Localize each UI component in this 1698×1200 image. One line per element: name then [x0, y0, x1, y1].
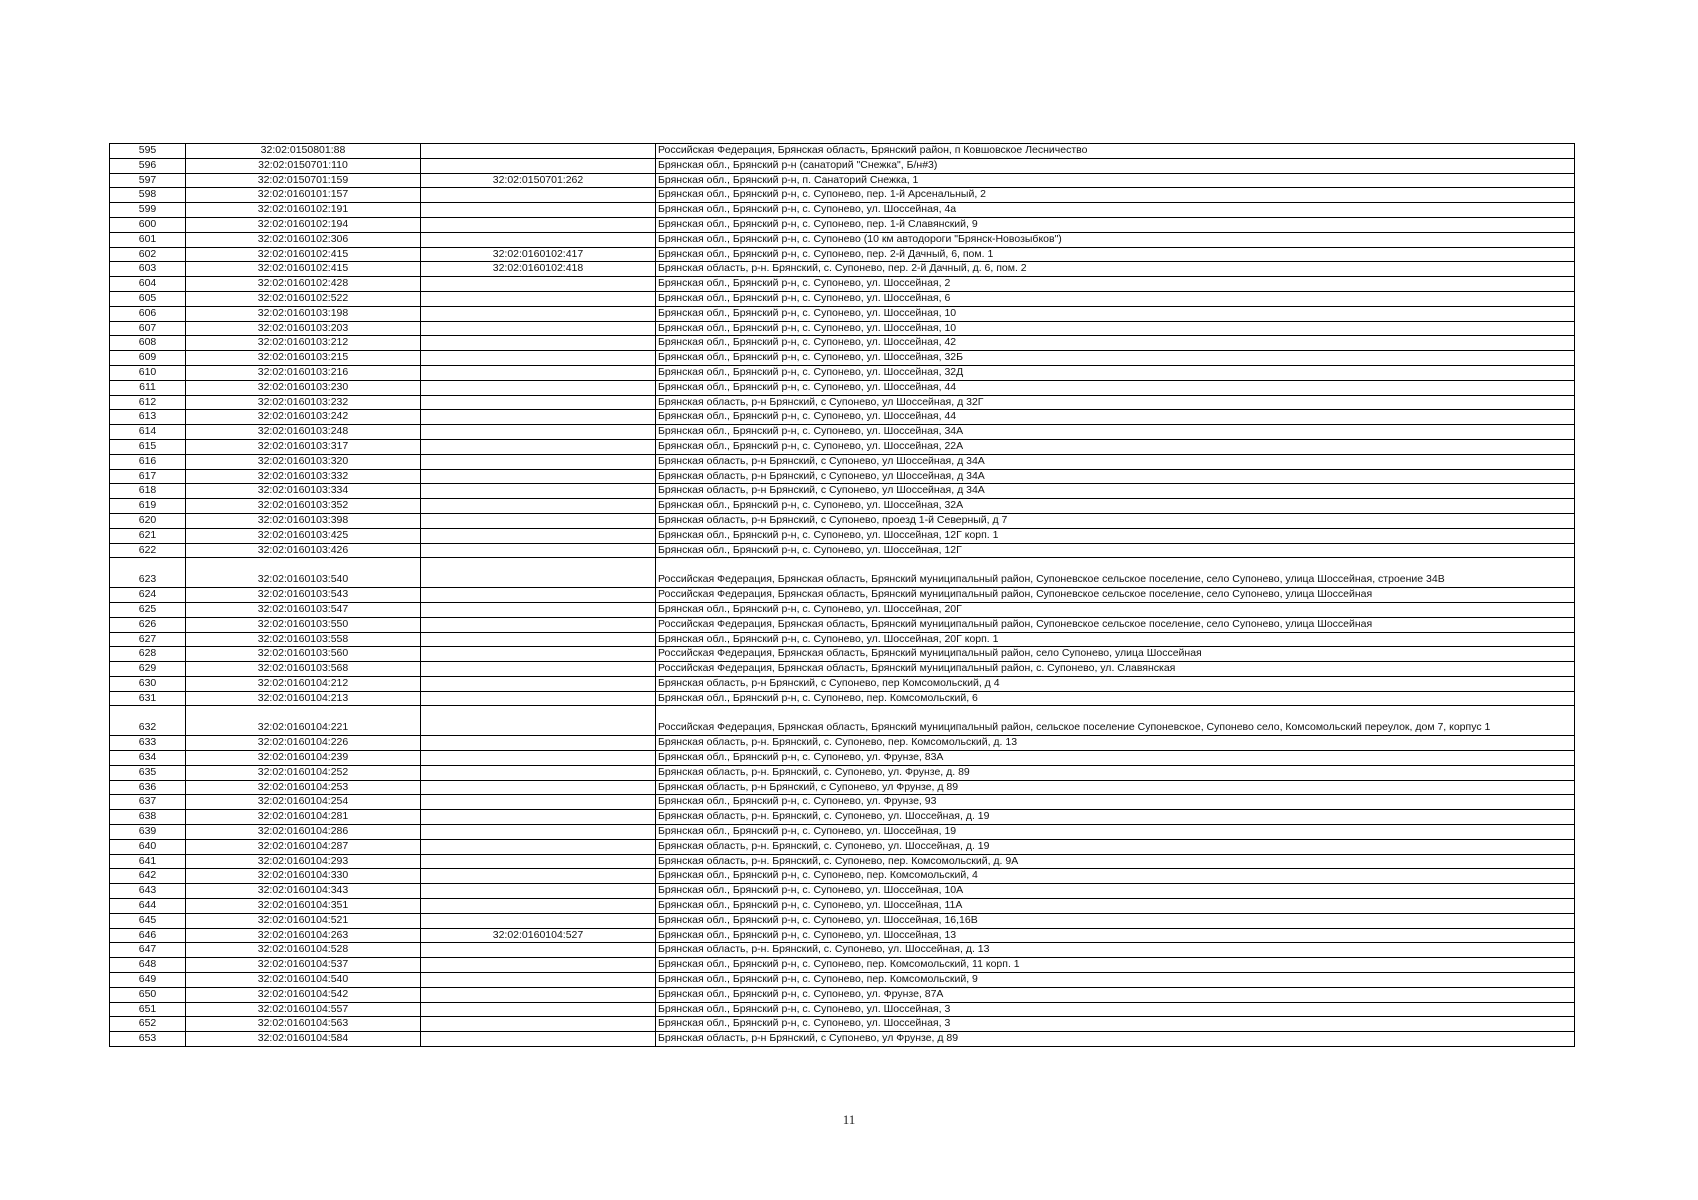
- address-cell: Брянская обл., Брянский р-н, с. Супонево, ул. Шоссейная, 2: [656, 277, 1575, 292]
- address-cell: Брянская обл., Брянский р-н, с. Супонево, ул. Шоссейная, 42: [656, 336, 1575, 351]
- linked-cadastral-number-cell: 32:02:0150701:262: [421, 173, 656, 188]
- linked-cadastral-number-cell: [421, 513, 656, 528]
- row-number-cell: 650: [110, 987, 186, 1002]
- row-number-cell: 604: [110, 277, 186, 292]
- table-row: [110, 736, 1575, 751]
- table-row: [110, 810, 1575, 825]
- cadastral-number-cell: 32:02:0160102:415: [186, 262, 421, 277]
- linked-cadastral-number-cell: [421, 410, 656, 425]
- linked-cadastral-number-cell: [421, 543, 656, 558]
- address-cell: Брянская обл., Брянский р-н, с. Супонево, ул. Шоссейная, 19: [656, 825, 1575, 840]
- cadastral-number-cell: 32:02:0160104:351: [186, 899, 421, 914]
- row-number-cell: 642: [110, 869, 186, 884]
- cadastral-number-cell: 32:02:0160102:522: [186, 291, 421, 306]
- cadastral-number-cell: 32:02:0160104:281: [186, 810, 421, 825]
- cadastral-number-cell: 32:02:0160103:560: [186, 647, 421, 662]
- cadastral-number-cell: 32:02:0160103:568: [186, 662, 421, 677]
- linked-cadastral-number-cell: [421, 839, 656, 854]
- address-cell: Брянская область, р-н. Брянский, с. Супонево, ул. Шоссейная, д. 13: [656, 943, 1575, 958]
- address-cell: Брянская область, р-н Брянский, с Супонево, пер Комсомольский, д 4: [656, 676, 1575, 691]
- row-number-cell: 624: [110, 588, 186, 603]
- address-cell: Российская Федерация, Брянская область, Брянский муниципальный район, сельское поселение Супоневское, Супонево село, Комсомольский переулок, дом 7, корпус 1: [656, 706, 1575, 736]
- cadastral-number-cell: 32:02:0160103:215: [186, 351, 421, 366]
- row-number-cell: 632: [110, 706, 186, 736]
- row-number-cell: 629: [110, 662, 186, 677]
- cadastral-number-cell: 32:02:0160104:557: [186, 1002, 421, 1017]
- linked-cadastral-number-cell: [421, 351, 656, 366]
- table-row: [110, 869, 1575, 884]
- linked-cadastral-number-cell: [421, 380, 656, 395]
- cadastral-number-cell: 32:02:0160102:415: [186, 247, 421, 262]
- row-number-cell: 652: [110, 1017, 186, 1032]
- linked-cadastral-number-cell: [421, 706, 656, 736]
- linked-cadastral-number-cell: [421, 365, 656, 380]
- row-number-cell: 606: [110, 306, 186, 321]
- cadastral-number-cell: 32:02:0160103:317: [186, 439, 421, 454]
- address-cell: Брянская обл., Брянский р-н, с. Супонево, ул. Шоссейная, 20Г корп. 1: [656, 632, 1575, 647]
- table-row: [110, 454, 1575, 469]
- linked-cadastral-number-cell: [421, 217, 656, 232]
- row-number-cell: 653: [110, 1032, 186, 1047]
- address-cell: Российская Федерация, Брянская область, Брянский муниципальный район, с. Супонево, ул. Славянская: [656, 662, 1575, 677]
- row-number-cell: 633: [110, 736, 186, 751]
- table-row: [110, 617, 1575, 632]
- address-cell: Брянская обл., Брянский р-н, с. Супонево, ул. Шоссейная, 34А: [656, 425, 1575, 440]
- table-row: [110, 1002, 1575, 1017]
- cadastral-number-cell: 32:02:0150801:88: [186, 144, 421, 159]
- address-cell: Брянская область, р-н Брянский, с Супонево, ул Шоссейная, д 34А: [656, 469, 1575, 484]
- cadastral-number-cell: 32:02:0160103:550: [186, 617, 421, 632]
- table-row: [110, 380, 1575, 395]
- table-row: [110, 662, 1575, 677]
- row-number-cell: 651: [110, 1002, 186, 1017]
- linked-cadastral-number-cell: [421, 751, 656, 766]
- linked-cadastral-number-cell: [421, 913, 656, 928]
- address-cell: Брянская область, р-н. Брянский, с. Супонево, ул. Шоссейная, д. 19: [656, 839, 1575, 854]
- linked-cadastral-number-cell: [421, 810, 656, 825]
- table-row: [110, 751, 1575, 766]
- linked-cadastral-number-cell: 32:02:0160104:527: [421, 928, 656, 943]
- linked-cadastral-number-cell: [421, 662, 656, 677]
- address-cell: Брянская обл., Брянский р-н, с. Супонево, ул. Шоссейная, 32Б: [656, 351, 1575, 366]
- table-row: [110, 973, 1575, 988]
- cadastral-number-cell: 32:02:0160103:540: [186, 558, 421, 588]
- cadastral-number-cell: 32:02:0160103:543: [186, 588, 421, 603]
- linked-cadastral-number-cell: [421, 943, 656, 958]
- linked-cadastral-number-cell: [421, 958, 656, 973]
- linked-cadastral-number-cell: [421, 884, 656, 899]
- row-number-cell: 596: [110, 158, 186, 173]
- row-number-cell: 634: [110, 751, 186, 766]
- linked-cadastral-number-cell: [421, 1032, 656, 1047]
- row-number-cell: 607: [110, 321, 186, 336]
- address-cell: Брянская обл., Брянский р-н, с. Супонево, ул. Шоссейная, 11А: [656, 899, 1575, 914]
- linked-cadastral-number-cell: [421, 144, 656, 159]
- linked-cadastral-number-cell: [421, 395, 656, 410]
- address-cell: Российская Федерация, Брянская область, Брянский муниципальный район, Супоневское сельское поселение, село Супонево, улица Шоссейная: [656, 588, 1575, 603]
- cadastral-number-cell: 32:02:0160104:293: [186, 854, 421, 869]
- cadastral-number-cell: 32:02:0160104:563: [186, 1017, 421, 1032]
- row-number-cell: 605: [110, 291, 186, 306]
- table-row: [110, 854, 1575, 869]
- address-cell: Брянская обл., Брянский р-н, с. Супонево, ул. Шоссейная, 6: [656, 291, 1575, 306]
- linked-cadastral-number-cell: [421, 647, 656, 662]
- table-row: [110, 158, 1575, 173]
- row-number-cell: 611: [110, 380, 186, 395]
- row-number-cell: 603: [110, 262, 186, 277]
- row-number-cell: 648: [110, 958, 186, 973]
- address-cell: Брянская область, р-н. Брянский, с. Супонево, ул. Шоссейная, д. 19: [656, 810, 1575, 825]
- linked-cadastral-number-cell: [421, 736, 656, 751]
- linked-cadastral-number-cell: 32:02:0160102:418: [421, 262, 656, 277]
- table-row: [110, 321, 1575, 336]
- address-cell: Брянская обл., Брянский р-н, с. Супонево, ул. Шоссейная, 4а: [656, 203, 1575, 218]
- row-number-cell: 637: [110, 795, 186, 810]
- cadastral-number-cell: 32:02:0160104:537: [186, 958, 421, 973]
- table-row: [110, 928, 1575, 943]
- address-cell: Брянская обл., Брянский р-н, с. Супонево, ул. Шоссейная, 10: [656, 306, 1575, 321]
- linked-cadastral-number-cell: [421, 825, 656, 840]
- address-cell: Брянская обл., Брянский р-н, с. Супонево, ул. Шоссейная, 10А: [656, 884, 1575, 899]
- address-cell: Брянская обл., Брянский р-н, с. Супонево, пер. Комсомольский, 11 корп. 1: [656, 958, 1575, 973]
- cadastral-number-cell: 32:02:0160103:232: [186, 395, 421, 410]
- row-number-cell: 598: [110, 188, 186, 203]
- table-row: [110, 543, 1575, 558]
- cadastral-number-cell: 32:02:0160103:230: [186, 380, 421, 395]
- address-cell: Брянская область, р-н. Брянский, с. Супонево, пер. Комсомольский, д. 13: [656, 736, 1575, 751]
- table-row: [110, 588, 1575, 603]
- table-row: [110, 1017, 1575, 1032]
- cadastral-number-cell: 32:02:0160104:287: [186, 839, 421, 854]
- linked-cadastral-number-cell: 32:02:0160102:417: [421, 247, 656, 262]
- row-number-cell: 614: [110, 425, 186, 440]
- row-number-cell: 643: [110, 884, 186, 899]
- row-number-cell: 595: [110, 144, 186, 159]
- table-row: [110, 513, 1575, 528]
- cadastral-number-cell: 32:02:0160103:334: [186, 484, 421, 499]
- row-number-cell: 631: [110, 691, 186, 706]
- address-cell: Российская Федерация, Брянская область, Брянский муниципальный район, село Супонево, улица Шоссейная: [656, 647, 1575, 662]
- cadastral-number-cell: 32:02:0160103:547: [186, 602, 421, 617]
- address-cell: Брянская обл., Брянский р-н, п. Санаторий Снежка, 1: [656, 173, 1575, 188]
- table-row: [110, 558, 1575, 588]
- row-number-cell: 635: [110, 765, 186, 780]
- table-row: [110, 795, 1575, 810]
- linked-cadastral-number-cell: [421, 306, 656, 321]
- table-row: [110, 291, 1575, 306]
- address-cell: Брянская обл., Брянский р-н, с. Супонево, ул. Шоссейная, 10: [656, 321, 1575, 336]
- cadastral-number-cell: 32:02:0160102:191: [186, 203, 421, 218]
- row-number-cell: 615: [110, 439, 186, 454]
- cadastral-number-cell: 32:02:0150701:159: [186, 173, 421, 188]
- cadastral-number-cell: 32:02:0160103:352: [186, 499, 421, 514]
- address-cell: Брянская обл., Брянский р-н, с. Супонево, ул. Фрунзе, 93: [656, 795, 1575, 810]
- table-row: [110, 173, 1575, 188]
- linked-cadastral-number-cell: [421, 469, 656, 484]
- table-row: [110, 351, 1575, 366]
- address-cell: Брянская обл., Брянский р-н, с. Супонево, ул. Фрунзе, 87А: [656, 987, 1575, 1002]
- address-cell: Брянская обл., Брянский р-н, с. Супонево, ул. Шоссейная, 3: [656, 1002, 1575, 1017]
- address-cell: Брянская обл., Брянский р-н, с. Супонево, пер. Комсомольский, 4: [656, 869, 1575, 884]
- linked-cadastral-number-cell: [421, 558, 656, 588]
- cadastral-number-cell: 32:02:0160104:343: [186, 884, 421, 899]
- table-row: [110, 647, 1575, 662]
- cadastral-number-cell: 32:02:0160101:157: [186, 188, 421, 203]
- table-row: [110, 899, 1575, 914]
- row-number-cell: 616: [110, 454, 186, 469]
- table-row: [110, 499, 1575, 514]
- table-row: [110, 469, 1575, 484]
- cadastral-number-cell: 32:02:0160104:540: [186, 973, 421, 988]
- table-row: [110, 144, 1575, 159]
- cadastral-number-cell: 32:02:0160104:221: [186, 706, 421, 736]
- linked-cadastral-number-cell: [421, 439, 656, 454]
- row-number-cell: 610: [110, 365, 186, 380]
- row-number-cell: 625: [110, 602, 186, 617]
- table-row: [110, 913, 1575, 928]
- cadastral-number-cell: 32:02:0160104:212: [186, 676, 421, 691]
- cadastral-number-cell: 32:02:0150701:110: [186, 158, 421, 173]
- cadastral-number-cell: 32:02:0160103:242: [186, 410, 421, 425]
- address-cell: Брянская область, р-н. Брянский, с. Супонево, ул. Фрунзе, д. 89: [656, 765, 1575, 780]
- table-row: [110, 203, 1575, 218]
- address-cell: Брянская область, р-н Брянский, с Супонево, ул Фрунзе, д 89: [656, 780, 1575, 795]
- address-cell: Брянская область, р-н Брянский, с Супонево, ул Шоссейная, д 34А: [656, 454, 1575, 469]
- table-row: [110, 336, 1575, 351]
- linked-cadastral-number-cell: [421, 454, 656, 469]
- cadastral-number-cell: 32:02:0160104:584: [186, 1032, 421, 1047]
- address-cell: Брянская область, р-н Брянский, с Супонево, проезд 1-й Северный, д 7: [656, 513, 1575, 528]
- linked-cadastral-number-cell: [421, 291, 656, 306]
- row-number-cell: 597: [110, 173, 186, 188]
- linked-cadastral-number-cell: [421, 425, 656, 440]
- address-cell: Российская Федерация, Брянская область, Брянский муниципальный район, Супоневское сельское поселение, село Супонево, улица Шоссейная: [656, 617, 1575, 632]
- cadastral-number-cell: 32:02:0160104:528: [186, 943, 421, 958]
- linked-cadastral-number-cell: [421, 765, 656, 780]
- address-cell: Брянская обл., Брянский р-н, с. Супонево, пер. Комсомольский, 9: [656, 973, 1575, 988]
- row-number-cell: 638: [110, 810, 186, 825]
- table-row: [110, 247, 1575, 262]
- table-row: [110, 410, 1575, 425]
- address-cell: Российская Федерация, Брянская область, Брянский район, п Ковшовское Лесничество: [656, 144, 1575, 159]
- cadastral-number-cell: 32:02:0160104:213: [186, 691, 421, 706]
- cadastral-number-cell: 32:02:0160104:286: [186, 825, 421, 840]
- row-number-cell: 636: [110, 780, 186, 795]
- table-row: [110, 395, 1575, 410]
- row-number-cell: 621: [110, 528, 186, 543]
- linked-cadastral-number-cell: [421, 188, 656, 203]
- address-cell: Брянская обл., Брянский р-н (санаторий "Снежка", Б/н#3): [656, 158, 1575, 173]
- cadastral-number-cell: 32:02:0160103:320: [186, 454, 421, 469]
- table-row: [110, 943, 1575, 958]
- cadastral-number-cell: 32:02:0160104:226: [186, 736, 421, 751]
- table-row: [110, 306, 1575, 321]
- row-number-cell: 599: [110, 203, 186, 218]
- linked-cadastral-number-cell: [421, 676, 656, 691]
- table-row: [110, 765, 1575, 780]
- row-number-cell: 602: [110, 247, 186, 262]
- table-row: [110, 987, 1575, 1002]
- cadastral-number-cell: 32:02:0160104:521: [186, 913, 421, 928]
- linked-cadastral-number-cell: [421, 987, 656, 1002]
- linked-cadastral-number-cell: [421, 321, 656, 336]
- linked-cadastral-number-cell: [421, 158, 656, 173]
- linked-cadastral-number-cell: [421, 602, 656, 617]
- registry-table-body: [110, 144, 1575, 1047]
- row-number-cell: 617: [110, 469, 186, 484]
- table-row: [110, 632, 1575, 647]
- address-cell: Брянская обл., Брянский р-н, с. Супонево, ул. Шоссейная, 44: [656, 380, 1575, 395]
- address-cell: Брянская обл., Брянский р-н, с. Супонево, пер. 1-й Славянский, 9: [656, 217, 1575, 232]
- address-cell: Брянская область, р-н Брянский, с Супонево, ул Шоссейная, д 32Г: [656, 395, 1575, 410]
- address-cell: Брянская обл., Брянский р-н, с. Супонево, ул. Шоссейная, 44: [656, 410, 1575, 425]
- address-cell: Брянская обл., Брянский р-н, с. Супонево, ул. Шоссейная, 13: [656, 928, 1575, 943]
- address-cell: Брянская обл., Брянский р-н, с. Супонево, ул. Шоссейная, 12Г корп. 1: [656, 528, 1575, 543]
- linked-cadastral-number-cell: [421, 899, 656, 914]
- row-number-cell: 640: [110, 839, 186, 854]
- row-number-cell: 641: [110, 854, 186, 869]
- linked-cadastral-number-cell: [421, 854, 656, 869]
- linked-cadastral-number-cell: [421, 617, 656, 632]
- address-cell: Брянская обл., Брянский р-н, с. Супонево, ул. Фрунзе, 83А: [656, 751, 1575, 766]
- row-number-cell: 622: [110, 543, 186, 558]
- cadastral-number-cell: 32:02:0160103:332: [186, 469, 421, 484]
- address-cell: Брянская обл., Брянский р-н, с. Супонево, ул. Шоссейная, 16,16В: [656, 913, 1575, 928]
- linked-cadastral-number-cell: [421, 973, 656, 988]
- row-number-cell: 618: [110, 484, 186, 499]
- table-row: [110, 602, 1575, 617]
- cadastral-number-cell: 32:02:0160103:558: [186, 632, 421, 647]
- linked-cadastral-number-cell: [421, 232, 656, 247]
- linked-cadastral-number-cell: [421, 1017, 656, 1032]
- row-number-cell: 644: [110, 899, 186, 914]
- linked-cadastral-number-cell: [421, 691, 656, 706]
- cadastral-number-cell: 32:02:0160103:216: [186, 365, 421, 380]
- cadastral-number-cell: 32:02:0160102:194: [186, 217, 421, 232]
- address-cell: Брянская обл., Брянский р-н, с. Супонево, пер. Комсомольский, 6: [656, 691, 1575, 706]
- table-row: [110, 1032, 1575, 1047]
- cadastral-number-cell: 32:02:0160104:253: [186, 780, 421, 795]
- row-number-cell: 628: [110, 647, 186, 662]
- cadastral-number-cell: 32:02:0160103:212: [186, 336, 421, 351]
- row-number-cell: 645: [110, 913, 186, 928]
- linked-cadastral-number-cell: [421, 528, 656, 543]
- row-number-cell: 612: [110, 395, 186, 410]
- row-number-cell: 627: [110, 632, 186, 647]
- table-row: [110, 425, 1575, 440]
- table-row: [110, 780, 1575, 795]
- table-row: [110, 217, 1575, 232]
- cadastral-number-cell: 32:02:0160103:425: [186, 528, 421, 543]
- table-row: [110, 188, 1575, 203]
- address-cell: Российская Федерация, Брянская область, Брянский муниципальный район, Супоневское сельское поселение, село Супонево, улица Шоссейная, строение 34В: [656, 558, 1575, 588]
- table-row: [110, 232, 1575, 247]
- cadastral-number-cell: 32:02:0160103:426: [186, 543, 421, 558]
- table-row: [110, 484, 1575, 499]
- table-row: [110, 365, 1575, 380]
- address-cell: Брянская обл., Брянский р-н, с. Супонево, ул. Шоссейная, 22А: [656, 439, 1575, 454]
- address-cell: Брянская обл., Брянский р-н, с. Супонево, ул. Шоссейная, 32Д: [656, 365, 1575, 380]
- row-number-cell: 601: [110, 232, 186, 247]
- linked-cadastral-number-cell: [421, 277, 656, 292]
- row-number-cell: 646: [110, 928, 186, 943]
- address-cell: Брянская обл., Брянский р-н, с. Супонево, пер. 2-й Дачный, 6, пом. 1: [656, 247, 1575, 262]
- address-cell: Брянская обл., Брянский р-н, с. Супонево, ул. Шоссейная, 20Г: [656, 602, 1575, 617]
- cadastral-number-cell: 32:02:0160104:263: [186, 928, 421, 943]
- cadastral-number-cell: 32:02:0160103:398: [186, 513, 421, 528]
- table-row: [110, 439, 1575, 454]
- cadastral-number-cell: 32:02:0160103:203: [186, 321, 421, 336]
- cadastral-number-cell: 32:02:0160103:248: [186, 425, 421, 440]
- row-number-cell: 647: [110, 943, 186, 958]
- table-row: [110, 691, 1575, 706]
- address-cell: Брянская область, р-н Брянский, с Супонево, ул Шоссейная, д 34А: [656, 484, 1575, 499]
- cadastral-number-cell: 32:02:0160102:306: [186, 232, 421, 247]
- cadastral-number-cell: 32:02:0160102:428: [186, 277, 421, 292]
- table-row: [110, 528, 1575, 543]
- linked-cadastral-number-cell: [421, 869, 656, 884]
- linked-cadastral-number-cell: [421, 1002, 656, 1017]
- cadastral-number-cell: 32:02:0160103:198: [186, 306, 421, 321]
- row-number-cell: 609: [110, 351, 186, 366]
- linked-cadastral-number-cell: [421, 780, 656, 795]
- linked-cadastral-number-cell: [421, 588, 656, 603]
- table-row: [110, 277, 1575, 292]
- table-row: [110, 676, 1575, 691]
- page-number: 11: [842, 1112, 856, 1127]
- address-cell: Брянская обл., Брянский р-н, с. Супонево, ул. Шоссейная, 3: [656, 1017, 1575, 1032]
- row-number-cell: 626: [110, 617, 186, 632]
- row-number-cell: 613: [110, 410, 186, 425]
- address-cell: Брянская область, р-н Брянский, с Супонево, ул Фрунзе, д 89: [656, 1032, 1575, 1047]
- cadastral-number-cell: 32:02:0160104:542: [186, 987, 421, 1002]
- row-number-cell: 608: [110, 336, 186, 351]
- linked-cadastral-number-cell: [421, 795, 656, 810]
- table-row: [110, 706, 1575, 736]
- address-cell: Брянская обл., Брянский р-н, с. Супонево (10 км автодороги "Брянск-Новозыбков"): [656, 232, 1575, 247]
- row-number-cell: 600: [110, 217, 186, 232]
- address-cell: Брянская обл., Брянский р-н, с. Супонево, пер. 1-й Арсенальный, 2: [656, 188, 1575, 203]
- linked-cadastral-number-cell: [421, 632, 656, 647]
- row-number-cell: 630: [110, 676, 186, 691]
- table-row: [110, 958, 1575, 973]
- linked-cadastral-number-cell: [421, 484, 656, 499]
- row-number-cell: 619: [110, 499, 186, 514]
- table-row: [110, 839, 1575, 854]
- address-cell: Брянская обл., Брянский р-н, с. Супонево, ул. Шоссейная, 12Г: [656, 543, 1575, 558]
- cadastral-number-cell: 32:02:0160104:252: [186, 765, 421, 780]
- cadastral-number-cell: 32:02:0160104:239: [186, 751, 421, 766]
- address-cell: Брянская обл., Брянский р-н, с. Супонево, ул. Шоссейная, 32А: [656, 499, 1575, 514]
- row-number-cell: 620: [110, 513, 186, 528]
- row-number-cell: 649: [110, 973, 186, 988]
- linked-cadastral-number-cell: [421, 336, 656, 351]
- linked-cadastral-number-cell: [421, 499, 656, 514]
- address-cell: Брянская область, р-н. Брянский, с. Супонево, пер. 2-й Дачный, д. 6, пом. 2: [656, 262, 1575, 277]
- table-row: [110, 262, 1575, 277]
- linked-cadastral-number-cell: [421, 203, 656, 218]
- cadastral-number-cell: 32:02:0160104:254: [186, 795, 421, 810]
- row-number-cell: 623: [110, 558, 186, 588]
- cadastral-number-cell: 32:02:0160104:330: [186, 869, 421, 884]
- table-row: [110, 825, 1575, 840]
- row-number-cell: 639: [110, 825, 186, 840]
- address-cell: Брянская область, р-н. Брянский, с. Супонево, пер. Комсомольский, д. 9А: [656, 854, 1575, 869]
- registry-table: [109, 143, 1575, 1047]
- table-row: [110, 884, 1575, 899]
